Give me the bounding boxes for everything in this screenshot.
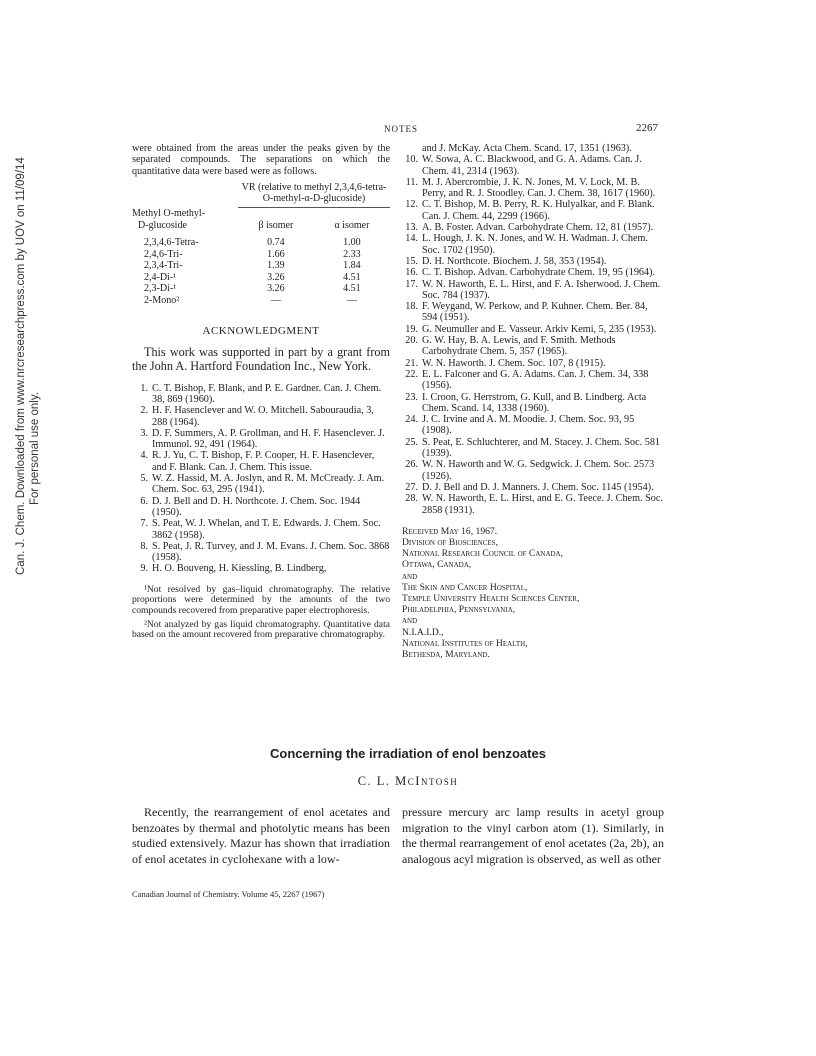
received-affiliations [402,526,664,660]
reference-item [402,493,664,516]
reference-text: W. N. Haworth. J. Chem. Soc. 107, 8 (1915). [422,357,606,369]
reference-text: A. B. Foster. Advan. Carbohydrate Chem. 12, 81 (1957). [422,222,654,234]
reference-number: 12. [405,199,418,211]
table-cell-beta: 1.39 [267,260,285,272]
reference-item [402,256,664,267]
table-cell-compound: 2-Mono² [144,294,180,306]
reference-number: 3. [140,427,148,439]
reference-text: F. Weygand, W. Perkow, and P. Kuhner. Chem. Ber. 84, 594 (1951). [422,301,648,324]
reference-item [132,496,390,519]
download-watermark [0,0,40,1056]
page-number: 2267 [636,122,658,134]
reference-item [132,541,390,564]
table-row [132,283,390,295]
affiliation-line: N.I.A.I.D., [402,626,444,638]
table-cell-compound: 2,4-Di-¹ [144,271,177,283]
received-date: Received May 16, 1967. [402,525,498,537]
table-row [132,237,390,249]
reference-number: 1. [140,382,148,394]
reference-number: 24. [405,414,418,426]
reference-item [402,301,664,324]
table-cell-compound: 2,4,6-Tri- [144,248,183,260]
reference-number: 28. [405,493,418,505]
table-cell-compound: 2,3-Di-¹ [144,283,177,295]
reference-item [402,267,664,278]
reference-text: I. Croon, G. Herrstrom, G. Kull, and B. Lindberg. Acta Chem. Scand. 14, 1338 (1960). [422,391,647,414]
article-author: C. L. McIntosh [357,774,459,788]
affiliation-line: National Research Council of Canada, [402,548,564,560]
reference-item [402,369,664,392]
reference-number: 18. [405,301,418,313]
table-cell-alpha: 1.00 [343,237,361,249]
affiliation-line: Philadelphia, Pennsylvania, [402,604,516,616]
reference-text: D. J. Bell and D. J. Manners. J. Chem. Soc. 1145 (1954). [422,481,654,493]
reference-item [402,222,664,233]
reference-text: W. Z. Hassid, M. A. Joslyn, and R. M. McCready. J. Am. Chem. Soc. 63, 295 (1941). [152,473,385,496]
reference-text: W. Sowa, A. C. Blackwood, and G. A. Adams. Can. J. Chem. 41, 2314 (1963). [422,154,642,177]
reference-number: 22. [405,368,418,380]
reference-item [402,482,664,493]
reference-text: D. F. Summers, A. P. Grollman, and H. F. Hasenclever. J. Immunol. 92, 491 (1964). [152,427,385,451]
reference-item [132,563,390,574]
reference-item [402,414,664,437]
reference-number: 26. [405,459,418,471]
reference-text: L. Hough, J. K. N. Jones, and W. H. Wadman. J. Chem. Soc. 1702 (1950). [422,233,648,256]
left-column [132,143,390,641]
acknowledgment-heading: ACKNOWLEDGMENT [202,325,320,338]
reference-text: W. N. Haworth and W. G. Sedgwick. J. Chem. Soc. 2573 (1926). [422,459,655,482]
reference-text: C. T. Bishop. Advan. Carbohydrate Chem. 19, 95 (1964). [422,267,656,279]
table-cell-beta: 1.66 [267,248,285,260]
reference-text: C. T. Bishop, M. B. Perry, R. K. Hulyalkar, and F. Blank. Can. J. Chem. 44, 2299 (1966). [422,199,655,222]
table-cell-beta: 3.26 [267,271,285,283]
table-cell-beta: 3.26 [267,283,285,295]
table-beta-header: β isomer [238,207,314,231]
table-cell-alpha: 4.51 [343,271,361,283]
affiliation-line: Ottawa, Canada, [402,559,472,571]
reference-item [402,199,664,222]
reference-number: 20. [405,335,418,347]
reference-item [132,383,390,406]
reference-item [132,518,390,541]
reference-item [402,324,664,335]
table-cell-alpha: 2.33 [343,248,361,260]
table-row [132,272,390,284]
reference-text: S. Peat, E. Schluchterer, and M. Stacey. J. Chem. Soc. 581 (1939). [422,436,661,460]
affiliation-line: and [402,570,418,582]
table-alpha-header: α isomer [314,207,390,231]
reference-item [402,177,664,200]
reference-text: D. J. Bell and D. H. Northcote. J. Chem. Soc. 1944 (1950). [152,495,361,518]
reference-item [132,428,390,451]
reference-number: 6. [140,495,148,507]
table-cell-beta: 0.74 [267,237,285,249]
running-header-section: NOTES [384,124,418,134]
footnotes [132,585,390,641]
article-title: Concerning the irradiation of enol benzoates [270,746,546,761]
reference-number: 8. [140,540,148,552]
table-cell-alpha: — [346,294,357,306]
reference-text: S. Peat, W. J. Whelan, and T. E. Edwards. J. Chem. Soc. 3862 (1958). [152,518,381,541]
affiliation-line: National Institutes of Health, [402,637,528,649]
watermark-line-2: For personal use only. [29,392,41,505]
reference-text: R. J. Yu, C. T. Bishop, F. P. Cooper, H. F. Hasenclever, and F. Blank. Can. J. Chem. This issue. [152,450,375,473]
watermark-line-1: Can. J. Chem. Downloaded from www.nrcresearchpress.com by UOV on 11/09/14 [15,157,27,575]
reference-number: 21. [405,357,418,369]
reference-item [402,233,664,256]
reference-item [402,154,664,177]
reference-text: D. H. Northcote. Biochem. J. 58, 353 (1954). [422,255,607,267]
reference-text: J. C. Irvine and A. M. Moodie. J. Chem. Soc. 93, 95 (1908). [422,414,635,437]
reference-number: 9. [140,563,148,575]
article-body-col2: pressure mercury arc lamp results in acetyl group migration to the vinyl carbon atom (1). Similarly, in the thermal rearrangement of enol acetates (2a, 2b), an analogous acyl migration is observed, as well as other [402,805,664,866]
affiliation-line: Division of Biosciences, [402,537,498,548]
table-cell-compound: 2,3,4,6-Tetra- [144,237,199,249]
reference-text: H. F. Hasenclever and W. O. Mitchell. Sabouraudia, 3, 288 (1964). [152,405,374,428]
table-cell-alpha: 1.84 [343,260,361,272]
reference-number: 2. [140,405,148,417]
reference-number: 14. [405,233,418,245]
reference-text: S. Peat, J. R. Turvey, and J. M. Evans. J. Chem. Soc. 3868 (1958). [152,540,390,564]
reference-item [402,358,664,369]
reference-item [132,450,390,473]
reference-number: 4. [140,450,148,462]
intro-paragraph: were obtained from the areas under the peaks given by the separated compounds. The separations on which the quantitative data were based were as follows. [132,143,390,177]
reference-number: 17. [405,278,418,290]
table-row [132,295,390,307]
reference-number: 7. [140,518,148,530]
acknowledgment-body: This work was supported in part by a grant from the John A. Hartford Foundation Inc., New York. [132,344,390,373]
right-column [402,143,664,660]
affiliation-line: and [402,615,418,627]
retention-table [132,182,390,307]
reference-text: G. W. Hay, B. A. Lewis, and F. Smith. Methods Carbohydrate Chem. 5, 357 (1965). [422,335,616,358]
reference-number: 10. [405,154,418,166]
footnote: ¹Not resolved by gas–liquid chromatography. The relative proportions were determined by the amounts of the two compounds recovered from preparative paper electrophoresis. [132,583,390,616]
reference-number: 13. [405,222,418,234]
references-list-left [132,383,390,575]
reference-item [402,392,664,415]
table-cell-alpha: 4.51 [343,283,361,295]
reference-text: H. O. Bouveng, H. Kiessling, B. Lindberg, [152,563,327,575]
reference-text: W. N. Haworth, E. L. Hirst, and E. G. Teece. J. Chem. Soc. 2858 (1931). [422,493,663,516]
reference-number: 16. [405,267,418,279]
reference-text: C. T. Bishop, F. Blank, and P. E. Gardner. Can. J. Chem. 38, 869 (1960). [152,382,382,405]
reference-number: 23. [405,391,418,403]
table-row [132,249,390,261]
reference-item [402,437,664,460]
table-row [132,260,390,272]
table-cell-compound: 2,3,4-Tri- [144,260,183,272]
reference-item [402,335,664,358]
footnote: ²Not analyzed by gas liquid chromatography. Quantitative data based on the amount recovered from preparative chromatography. [132,618,390,641]
table-cell-beta: — [270,294,281,306]
reference-item [132,473,390,496]
table-span-header: VR (relative to methyl 2,3,4,6-tetra-O-methyl-α-D-glucoside) [241,181,387,204]
reference-number: 5. [140,473,148,485]
reference-number: 15. [405,255,418,267]
affiliation-line: The Skin and Cancer Hospital, [402,581,528,593]
reference-text: G. Neumuller and E. Vasseur. Arkiv Kemi, 5, 235 (1953). [422,323,657,335]
references-list-right [402,154,664,516]
reference-item [402,459,664,482]
reference-number: 27. [405,481,418,493]
article-body-col1: Recently, the rearrangement of enol acetates and benzoates by thermal and photolytic means has been studied extensively. Mazur has shown that irradiation of enol acetates in cyclohexane with a low- [132,805,390,866]
affiliation-line: Bethesda, Maryland. [402,649,490,661]
affiliation-line: Temple University Health Sciences Center, [402,593,580,605]
reference-number: 25. [405,436,418,448]
table-col1-header: Methyl O-methyl- D-glucoside [132,208,206,231]
reference-number: 19. [405,323,418,335]
reference-item [132,405,390,428]
reference-text: E. L. Falconer and G. A. Adams. Can. J. Chem. 34, 338 (1956). [422,368,649,392]
reference-number: 11. [405,176,418,188]
reference-9-continuation: and J. McKay. Acta Chem. Scand. 17, 1351 (1963). [422,143,632,154]
journal-footer: Canadian Journal of Chemistry. Volume 45, 2267 (1967) [132,889,325,899]
reference-item [402,279,664,302]
reference-text: M. J. Abercrombie, J. K. N. Jones, M. V. Lock, M. B. Perry, and R. J. Stoodley. Can. J. Chem. 38, 1617 (1960). [422,176,656,200]
reference-text: W. N. Haworth, E. L. Hirst, and F. A. Isherwood. J. Chem. Soc. 784 (1937). [422,278,661,301]
